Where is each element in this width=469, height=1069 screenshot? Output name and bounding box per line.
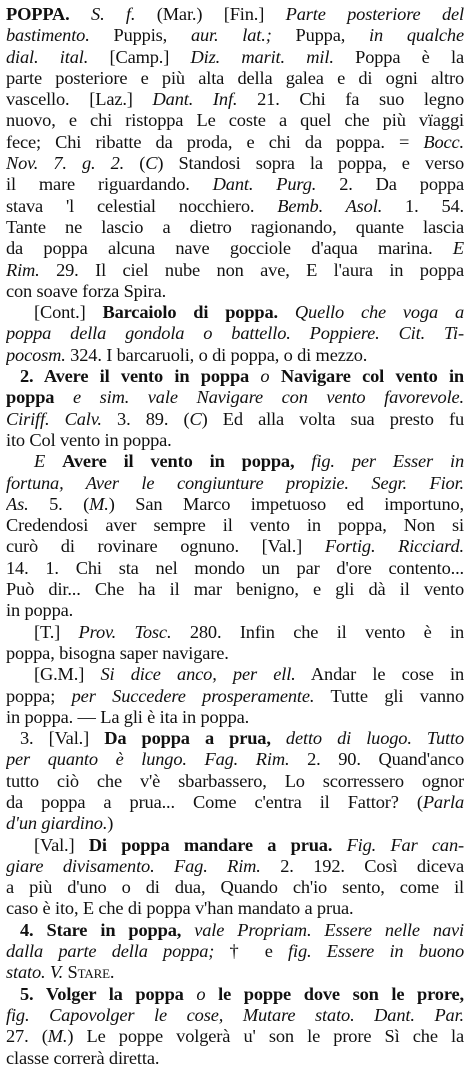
headword-text: Avere il vento in poppa — [43, 366, 250, 387]
entry-line — [6, 984, 464, 1005]
italic-text: Parte posteriore del — [285, 4, 464, 24]
entry-line — [6, 941, 464, 962]
italic-text: As. — [6, 493, 29, 514]
entry-line — [6, 473, 464, 494]
italic-text: fig. Essere in buono — [288, 941, 464, 962]
italic-text: Rim. — [6, 259, 40, 280]
italic-text: fig. per Esser in — [294, 451, 464, 472]
entry-text: caso è ito, E che di poppa v'han mandato a prua. — [6, 898, 354, 919]
entry-line — [6, 771, 464, 792]
headword-text: le poppe dove son le prore, — [218, 983, 464, 1004]
entry-line — [6, 153, 464, 174]
entry-text: il mare riguardando. — [6, 174, 213, 195]
italic-text: in qualche — [369, 25, 464, 46]
entry-line — [6, 707, 464, 728]
headword-text: Stare in poppa, — [46, 919, 182, 940]
italic-text: Nov. 7. g. 2. — [6, 153, 125, 174]
italic-text: E — [452, 238, 464, 259]
entry-text: Andar le cose in — [295, 664, 464, 685]
italic-text: per quanto è lungo. Fag. Rim. — [6, 749, 290, 770]
entry-text: in poppa. — [6, 600, 74, 621]
entry-text: vascello. [Laz.] — [6, 89, 153, 110]
headword-text: 2. — [20, 366, 44, 387]
italic-text: fortuna, Aver le congiunture propizie. Segr. Fior. — [6, 472, 464, 493]
entry-line — [6, 920, 464, 941]
entry-text: † e — [214, 941, 289, 962]
headword-text: 4. — [20, 919, 47, 940]
entry-text: 5. ( — [28, 493, 90, 514]
entry-line — [6, 1048, 464, 1069]
entry-text: ) Ed alla volta sua presto fu — [201, 408, 464, 429]
entry-text: ) Le poppe volgerà u' son le prore Sì che la — [67, 1026, 464, 1047]
entry-text: nuovo, e chi ristoppa Le coste a quel che più vïaggi — [6, 110, 464, 131]
italic-text: C — [145, 153, 158, 174]
entry-text: Puppa, — [271, 25, 369, 46]
entry-line — [6, 749, 464, 770]
italic-text: dial. ital. — [6, 46, 89, 67]
entry-line — [6, 494, 464, 515]
entry-text: 2. Da poppa — [316, 174, 464, 195]
entry-text: [Camp.] — [88, 46, 191, 67]
entry-text: fece; Chi ribatte da proda, e chi da poppa. = — [6, 131, 424, 152]
entry-text: [Val.] — [34, 834, 89, 855]
entry-text: ) — [107, 813, 114, 834]
entry-text: Tante ne lascio a dietro ragionando, quante lascia — [6, 216, 464, 237]
entry-line — [6, 174, 464, 195]
entry-text: da poppa alcuna nave gocciole d'aqua marina. — [6, 238, 453, 259]
italic-text: o — [183, 983, 219, 1004]
entry-text: Puppis, — [89, 25, 191, 46]
entry-text: Poppa è la — [333, 46, 464, 67]
entry-text: classe correrà diretta. — [6, 1047, 160, 1068]
entry-line — [6, 281, 464, 302]
headword-text: Volger la poppa — [45, 983, 184, 1004]
entry-text: 21. Chi fa suo legno — [237, 89, 464, 110]
entry-text: da poppa a prua... Come c'entra il Fattor? ( — [6, 791, 423, 812]
italic-text: per Succedere prosperamente. — [71, 685, 315, 706]
entry-text: Tutte gli vanno — [314, 685, 464, 706]
entry-line — [6, 856, 464, 877]
entry-line — [6, 217, 464, 238]
entry-line — [6, 877, 464, 898]
entry-line — [6, 579, 464, 600]
headword-text: Di poppa mandare a prua. — [88, 834, 333, 855]
entry-line — [6, 47, 464, 68]
headword-text: Barcaiolo di poppa. — [102, 302, 278, 323]
entry-line — [6, 323, 464, 344]
italic-text: Dant. Purg. — [212, 174, 317, 195]
entry-text: 3. [Val.] — [20, 728, 105, 749]
entry-text: 2. 90. Quand'anco — [289, 749, 464, 770]
entry-line — [6, 302, 464, 323]
entry-line — [6, 89, 464, 110]
entry-line — [6, 451, 464, 472]
entry-text: poppa; — [6, 685, 72, 706]
italic-text: Ciriff. Calv. — [6, 408, 102, 429]
entry-line — [6, 792, 464, 813]
entry-text: Credendosi aver sempre il vento in poppa, Non si — [6, 515, 464, 536]
entry-line — [6, 238, 464, 259]
italic-text: aur. lat.; — [190, 25, 272, 46]
italic-text: E — [34, 451, 63, 472]
italic-text: e sim. vale Navigare con vento favorevole. — [54, 387, 464, 408]
entry-line — [6, 260, 464, 281]
italic-text: Bemb. Asol. — [277, 195, 383, 216]
headword-text: Navigare col vento in — [280, 366, 464, 387]
entry-text: tutto ciò che v'è sbarbassero, Lo scorressero ognor — [6, 770, 464, 791]
italic-text: Diz. marit. mil. — [190, 46, 334, 67]
entry-text: [G.M.] — [34, 664, 101, 685]
entry-text: 29. Il ciel nube non ave, E l'aura in poppa — [39, 259, 464, 280]
italic-text: bastimento. — [6, 25, 90, 46]
italic-text: Fig. Far can- — [332, 834, 464, 855]
italic-text: detto di luogo. Tutto — [270, 728, 464, 749]
entry-line — [6, 622, 464, 643]
italic-text: d'un giardino. — [6, 813, 108, 834]
entry-text: a più d'uno o di dua, Quando ch'io sento, come il — [6, 877, 464, 898]
entry-text: Può dir... Che ha il mar benigno, e gli dà il vento — [6, 579, 464, 600]
italic-text: dalla parte della poppa; — [6, 941, 215, 962]
dictionary-entry-poppa — [6, 4, 464, 1069]
entry-text: . — [109, 962, 115, 983]
entry-line — [6, 813, 464, 834]
entry-line — [6, 898, 464, 919]
entry-text: stava 'l celestial nocchiero. — [6, 195, 278, 216]
entry-text: con soave forza Spira. — [6, 280, 167, 301]
entry-line — [6, 835, 464, 856]
entry-text: 27. ( — [6, 1026, 48, 1047]
entry-line — [6, 686, 464, 707]
entry-line — [6, 515, 464, 536]
italic-text: Quello che voga a — [294, 302, 464, 323]
entry-line — [6, 558, 464, 579]
entry-text: 280. Infin che il vento è in — [171, 621, 464, 642]
entry-line — [6, 387, 464, 408]
entry-text: [T.] — [34, 621, 79, 642]
entry-text: Stare — [67, 962, 110, 983]
entry-line — [6, 1026, 464, 1047]
italic-text: giare divisamento. Fag. Rim. — [6, 855, 261, 876]
entry-text: ) Standosi sopra la poppa, e verso — [157, 153, 464, 174]
italic-text: o — [249, 366, 281, 387]
entry-line — [6, 536, 464, 557]
entry-text: 2. 192. Così diceva — [260, 855, 464, 876]
italic-text: vale Propriam. Essere nelle navi — [181, 919, 464, 940]
entry-text — [70, 4, 91, 24]
entry-line — [6, 1005, 464, 1026]
entry-text: ) San Marco impetuoso ed importuno, — [108, 493, 464, 514]
entry-line — [6, 68, 464, 89]
italic-text: Si dice anco, per ell. — [100, 664, 296, 685]
entry-line — [6, 196, 464, 217]
italic-text: S. f. — [91, 4, 136, 24]
entry-line — [6, 664, 464, 685]
entry-text: 1. 54. — [382, 195, 464, 216]
italic-text: poppa della gondola o battello. Poppiere. Cit. Ti- — [6, 323, 464, 344]
entry-line — [6, 345, 464, 366]
italic-text: stato. V. — [6, 962, 64, 983]
entry-line — [6, 962, 464, 983]
headword-text: 5. — [20, 983, 46, 1004]
entry-line — [6, 600, 464, 621]
italic-text: fig. Capovolger le cose, Mutare stato. Dant. Par. — [6, 1004, 464, 1025]
italic-text: pocosm. — [6, 344, 66, 365]
entry-text: curò di rovinare ognuno. [Val.] — [6, 536, 325, 557]
italic-text: M. — [47, 1026, 68, 1047]
entry-line — [6, 430, 464, 451]
entry-text: [Cont.] — [34, 302, 103, 323]
entry-line — [6, 25, 464, 46]
entry-text: ito Col vento in poppa. — [6, 429, 172, 450]
headword-text: Avere il vento in poppa, — [62, 451, 295, 472]
entry-text: 14. 1. Chi sta nel mondo un par d'ore contento... — [6, 557, 464, 578]
italic-text: Bocc. — [423, 131, 464, 152]
entry-line — [6, 409, 464, 430]
entry-line — [6, 4, 464, 25]
entry-text — [278, 302, 295, 322]
entry-text: 3. 89. ( — [101, 408, 190, 429]
headword-text: Da poppa a prua, — [104, 728, 271, 749]
entry-text: ( — [124, 153, 146, 174]
entry-text: (Mar.) [Fin.] — [135, 4, 286, 24]
italic-text: Parla — [422, 791, 464, 812]
entry-text: 324. I barcaruoli, o di poppa, o di mezzo. — [65, 344, 368, 365]
entry-text: poppa, bisogna saper navigare. — [6, 642, 229, 663]
headword-text: POPPA. — [6, 4, 70, 24]
entry-text: in poppa. — La gli è ita in poppa. — [6, 706, 250, 727]
entry-line — [6, 110, 464, 131]
entry-line — [6, 728, 464, 749]
entry-line — [6, 366, 464, 387]
entry-text: parte posteriore e più alta della galea e di ogni altro — [6, 67, 464, 88]
italic-text: M. — [89, 493, 109, 514]
entry-line — [6, 132, 464, 153]
italic-text: Fortig. Ricciard. — [324, 536, 464, 557]
headword-text: poppa — [6, 387, 55, 408]
italic-text: Prov. Tosc. — [78, 621, 172, 642]
entry-line — [6, 643, 464, 664]
italic-text: Dant. Inf. — [152, 89, 238, 110]
italic-text: C — [189, 408, 202, 429]
